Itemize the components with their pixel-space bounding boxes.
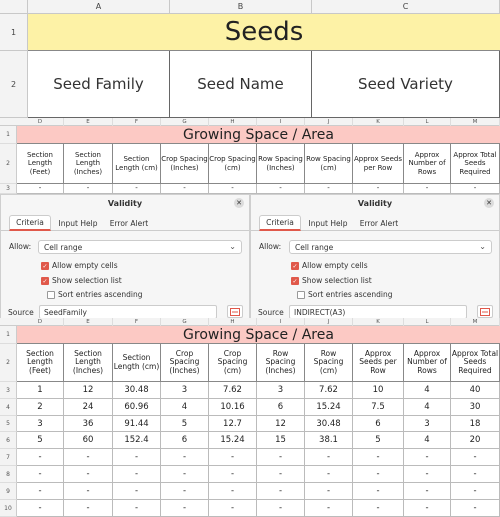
table-cell[interactable]: 4 <box>404 432 451 449</box>
close-icon[interactable]: ✕ <box>234 198 244 208</box>
table-cell[interactable]: - <box>305 466 353 483</box>
column-header-m[interactable]: M <box>451 318 500 326</box>
table-cell[interactable]: 5 <box>353 432 404 449</box>
table-cell[interactable]: 15 <box>257 432 305 449</box>
row-header-2[interactable]: 2 <box>0 51 28 118</box>
table-cell[interactable]: - <box>404 466 451 483</box>
seeds-sheet <box>0 0 500 120</box>
table-cell[interactable]: 4 <box>404 382 451 399</box>
table-cell[interactable]: - <box>113 500 161 517</box>
table-cell[interactable]: 7.5 <box>353 399 404 416</box>
table-cell[interactable]: 6 <box>161 432 209 449</box>
source-input[interactable]: INDIRECT(A3) <box>289 305 467 319</box>
table-cell[interactable]: - <box>451 483 500 500</box>
row-header-3[interactable]: 3 <box>0 382 17 399</box>
table-cell[interactable]: - <box>209 184 257 194</box>
show-selection-list-checkbox[interactable]: ✓ <box>292 277 298 285</box>
row-header-1[interactable]: 1 <box>0 126 17 144</box>
table-cell[interactable]: - <box>451 184 500 194</box>
column-header-j[interactable]: J <box>305 318 353 326</box>
table-cell[interactable]: - <box>64 483 113 500</box>
table-cell[interactable]: - <box>451 449 500 466</box>
table-cell[interactable]: 2 <box>17 399 64 416</box>
row-header-5[interactable]: 5 <box>0 416 17 432</box>
table-cell[interactable]: - <box>17 184 64 194</box>
table-cell[interactable]: 5 <box>17 432 64 449</box>
table-cell[interactable]: - <box>257 449 305 466</box>
table-cell[interactable]: 20 <box>451 432 500 449</box>
table-cell[interactable]: - <box>257 500 305 517</box>
tab-error-alert[interactable]: Error Alert <box>359 218 399 228</box>
sort-entries-label: Sort entries ascending <box>308 290 393 299</box>
table-cell[interactable]: - <box>353 500 404 517</box>
table-cell[interactable]: 40 <box>451 382 500 399</box>
column-header-k[interactable]: K <box>353 118 404 126</box>
growing-space-title[interactable]: Growing Space / Area <box>17 126 500 144</box>
seeds-title-cell[interactable]: Seeds <box>28 14 500 51</box>
chevron-down-icon: ⌄ <box>479 242 486 251</box>
column-header-a[interactable]: A <box>28 0 170 14</box>
table-cell[interactable]: - <box>305 184 353 194</box>
table-cell[interactable]: 18 <box>451 416 500 432</box>
column-header-l[interactable]: L <box>404 318 451 326</box>
column-header-cell[interactable]: Row Spacing (cm) <box>305 144 353 184</box>
table-cell[interactable]: - <box>353 184 404 194</box>
allow-empty-cells-label: Allow empty cells <box>302 261 368 270</box>
table-cell[interactable]: - <box>113 483 161 500</box>
column-header-f[interactable]: F <box>113 118 161 126</box>
column-header-cell[interactable]: Approx Number of Rows <box>404 344 451 382</box>
column-header-d[interactable]: D <box>17 118 64 126</box>
allow-label: Allow: <box>259 242 282 251</box>
column-header-c[interactable]: C <box>312 0 500 14</box>
dialog-tabs <box>1 215 249 231</box>
row-header-10[interactable]: 10 <box>0 500 17 517</box>
seed-family-header[interactable]: Seed Family <box>28 51 170 118</box>
row-header-4[interactable]: 4 <box>0 399 17 416</box>
row-header-6[interactable]: 6 <box>0 432 17 449</box>
table-cell[interactable]: 7.62 <box>305 382 353 399</box>
tab-error-alert[interactable]: Error Alert <box>109 218 149 228</box>
sort-entries-checkbox[interactable] <box>297 291 305 299</box>
table-cell[interactable]: 5 <box>161 416 209 432</box>
source-label: Source <box>258 308 284 317</box>
table-cell[interactable]: 91.44 <box>113 416 161 432</box>
table-cell[interactable]: - <box>404 483 451 500</box>
table-cell[interactable]: - <box>161 466 209 483</box>
tab-criteria[interactable]: Criteria <box>259 215 301 231</box>
table-cell[interactable]: - <box>404 500 451 517</box>
table-cell[interactable]: 24 <box>64 399 113 416</box>
table-cell[interactable]: - <box>353 466 404 483</box>
column-header-cell[interactable]: Crop Spacing (Inches) <box>161 144 209 184</box>
table-cell[interactable]: - <box>257 483 305 500</box>
column-header-k[interactable]: K <box>353 318 404 326</box>
table-cell[interactable]: - <box>209 483 257 500</box>
table-cell[interactable]: 3 <box>257 382 305 399</box>
row-header-2[interactable]: 2 <box>0 144 17 184</box>
allow-empty-cells-checkbox[interactable]: ✓ <box>42 262 48 270</box>
table-cell[interactable]: 38.1 <box>305 432 353 449</box>
column-header-cell[interactable]: Crop Spacing (cm) <box>209 344 257 382</box>
column-header-cell[interactable]: Crop Spacing (Inches) <box>161 344 209 382</box>
table-cell[interactable]: - <box>353 449 404 466</box>
select-all-corner[interactable] <box>0 0 28 14</box>
column-header-e[interactable]: E <box>64 118 113 126</box>
column-header-cell[interactable]: Section Length (Inches) <box>64 144 113 184</box>
chevron-down-icon: ⌄ <box>229 242 236 251</box>
allow-select-value: Cell range <box>295 242 334 252</box>
table-cell[interactable]: 1 <box>17 382 64 399</box>
table-cell[interactable]: - <box>161 483 209 500</box>
growing-space-sheet-lower <box>0 318 500 513</box>
row-header-3[interactable]: 3 <box>0 184 17 194</box>
row-header-7[interactable]: 7 <box>0 449 17 466</box>
row-header-2[interactable]: 2 <box>0 344 17 382</box>
shrink-dialog-button[interactable] <box>227 305 243 318</box>
show-selection-list-label: Show selection list <box>302 276 372 285</box>
table-cell[interactable]: 60.96 <box>113 399 161 416</box>
table-cell[interactable]: - <box>209 449 257 466</box>
table-cell[interactable]: 15.24 <box>305 399 353 416</box>
close-icon[interactable]: ✕ <box>484 198 494 208</box>
row-header-1[interactable]: 1 <box>0 326 17 344</box>
table-cell[interactable]: 6 <box>353 416 404 432</box>
table-cell[interactable]: - <box>64 184 113 194</box>
table-cell[interactable]: - <box>209 500 257 517</box>
column-header-h[interactable]: H <box>209 318 257 326</box>
column-header-cell[interactable]: Approx Seeds per Row <box>353 344 404 382</box>
sort-entries-label: Sort entries ascending <box>58 290 143 299</box>
table-cell[interactable]: - <box>305 483 353 500</box>
allow-select-value: Cell range <box>44 242 83 252</box>
table-cell[interactable]: - <box>113 466 161 483</box>
table-cell[interactable]: - <box>64 500 113 517</box>
table-cell[interactable]: 60 <box>64 432 113 449</box>
table-cell[interactable]: - <box>451 466 500 483</box>
table-cell[interactable]: 15.24 <box>209 432 257 449</box>
column-header-bar <box>0 318 500 326</box>
table-cell[interactable]: - <box>17 483 64 500</box>
column-header-j[interactable]: J <box>305 118 353 126</box>
column-header-g[interactable]: G <box>161 318 209 326</box>
seed-variety-header[interactable]: Seed Variety <box>312 51 500 118</box>
allow-label: Allow: <box>9 242 32 251</box>
table-cell[interactable]: - <box>209 466 257 483</box>
tab-criteria[interactable]: Criteria <box>9 215 51 231</box>
column-header-f[interactable]: F <box>113 318 161 326</box>
column-header-cell[interactable]: Approx Seeds per Row <box>353 144 404 184</box>
table-cell[interactable]: 36 <box>64 416 113 432</box>
table-cell[interactable]: 12 <box>64 382 113 399</box>
table-cell[interactable]: 12 <box>257 416 305 432</box>
table-cell[interactable]: 30 <box>451 399 500 416</box>
column-header-cell[interactable]: Section Length (cm) <box>113 344 161 382</box>
seed-name-header[interactable]: Seed Name <box>170 51 312 118</box>
table-cell[interactable]: 152.4 <box>113 432 161 449</box>
table-cell[interactable]: - <box>113 449 161 466</box>
growing-space-sheet-upper <box>0 118 500 194</box>
shrink-dialog-icon <box>230 308 240 316</box>
allow-select[interactable] <box>38 240 242 254</box>
table-cell[interactable]: 3 <box>404 416 451 432</box>
table-cell[interactable]: - <box>113 184 161 194</box>
table-cell[interactable]: - <box>17 466 64 483</box>
validity-dialog-right <box>250 194 500 322</box>
column-header-i[interactable]: I <box>257 318 305 326</box>
table-cell[interactable]: - <box>161 184 209 194</box>
column-header-b[interactable]: B <box>170 0 312 14</box>
table-cell[interactable]: - <box>257 184 305 194</box>
table-cell[interactable]: 4 <box>404 399 451 416</box>
table-cell[interactable]: 3 <box>17 416 64 432</box>
column-header-l[interactable]: L <box>404 118 451 126</box>
column-header-h[interactable]: H <box>209 118 257 126</box>
shrink-dialog-button[interactable] <box>477 305 493 318</box>
column-header-bar <box>0 118 500 126</box>
column-header-cell[interactable]: Row Spacing (Inches) <box>257 144 305 184</box>
table-cell[interactable]: 30.48 <box>113 382 161 399</box>
table-cell[interactable]: - <box>161 500 209 517</box>
table-cell[interactable]: 12.7 <box>209 416 257 432</box>
column-header-e[interactable]: E <box>64 318 113 326</box>
table-cell[interactable]: - <box>305 449 353 466</box>
column-header-d[interactable]: D <box>17 318 64 326</box>
column-header-cell[interactable]: Section Length (Feet) <box>17 144 64 184</box>
table-cell[interactable]: 3 <box>161 382 209 399</box>
table-cell[interactable]: - <box>64 449 113 466</box>
table-cell[interactable]: - <box>305 500 353 517</box>
column-header-cell[interactable]: Crop Spacing (cm) <box>209 144 257 184</box>
table-cell[interactable]: - <box>353 483 404 500</box>
row-header-8[interactable]: 8 <box>0 466 17 483</box>
dialog-title: Validity <box>357 198 393 208</box>
column-header-cell[interactable]: Approx Total Seeds Required <box>451 144 500 184</box>
column-header-g[interactable]: G <box>161 118 209 126</box>
column-header-m[interactable]: M <box>451 118 500 126</box>
row-header-1[interactable]: 1 <box>0 14 28 51</box>
dialog-tabs <box>251 215 499 231</box>
row-header-9[interactable]: 9 <box>0 483 17 500</box>
table-cell[interactable]: - <box>451 500 500 517</box>
allow-empty-cells-label: Allow empty cells <box>52 261 118 270</box>
table-cell[interactable]: - <box>404 184 451 194</box>
show-selection-list-checkbox[interactable]: ✓ <box>42 277 48 285</box>
sort-entries-checkbox[interactable] <box>47 291 55 299</box>
column-header-cell[interactable]: Approx Total Seeds Required <box>451 344 500 382</box>
dialog-title: Validity <box>107 198 143 208</box>
allow-empty-cells-checkbox[interactable]: ✓ <box>292 262 298 270</box>
column-header-cell[interactable]: Row Spacing (Inches) <box>257 344 305 382</box>
table-cell[interactable]: 10.16 <box>209 399 257 416</box>
table-cell[interactable]: - <box>404 449 451 466</box>
column-header-cell[interactable]: Section Length (cm) <box>113 144 161 184</box>
table-cell[interactable]: - <box>161 449 209 466</box>
allow-select[interactable] <box>289 240 492 254</box>
shrink-dialog-icon <box>480 308 490 316</box>
table-cell[interactable]: - <box>17 500 64 517</box>
show-selection-list-label: Show selection list <box>52 276 122 285</box>
tab-input-help[interactable]: Input Help <box>308 218 348 228</box>
table-cell[interactable]: - <box>64 466 113 483</box>
table-cell[interactable]: - <box>257 466 305 483</box>
table-cell[interactable]: 10 <box>353 382 404 399</box>
table-cell[interactable]: - <box>17 449 64 466</box>
tab-input-help[interactable]: Input Help <box>58 218 98 228</box>
column-header-cell[interactable]: Row Spacing (cm) <box>305 344 353 382</box>
source-label: Source <box>8 308 34 317</box>
column-header-cell[interactable]: Section Length (Feet) <box>17 344 64 382</box>
table-cell[interactable]: 7.62 <box>209 382 257 399</box>
table-cell[interactable]: 4 <box>161 399 209 416</box>
source-input[interactable]: SeedFamily <box>39 305 217 319</box>
column-header-cell[interactable]: Section Length (Inches) <box>64 344 113 382</box>
table-cell[interactable]: 30.48 <box>305 416 353 432</box>
table-cell[interactable]: 6 <box>257 399 305 416</box>
growing-space-title[interactable]: Growing Space / Area <box>17 326 500 344</box>
validity-dialog-left <box>0 194 250 322</box>
column-header-cell[interactable]: Approx Number of Rows <box>404 144 451 184</box>
column-header-i[interactable]: I <box>257 118 305 126</box>
